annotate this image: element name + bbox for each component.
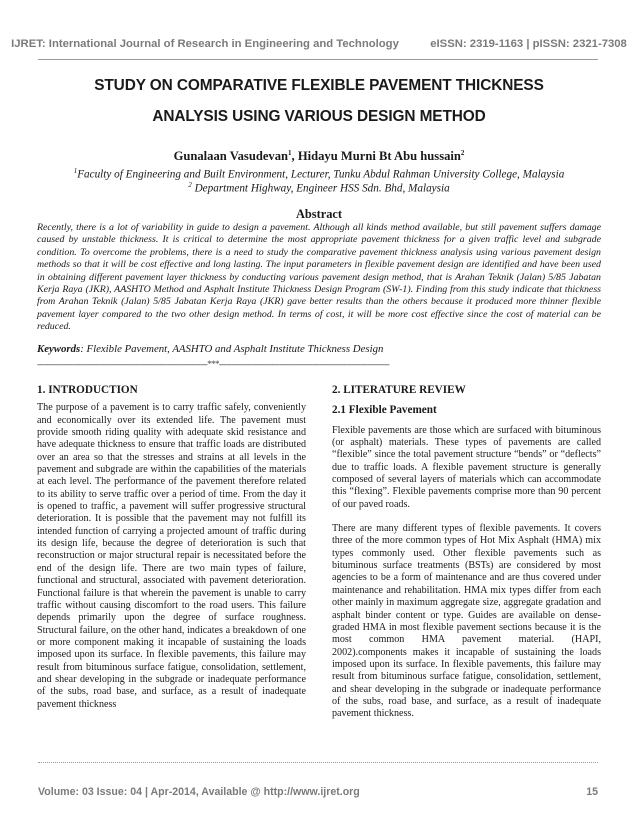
affiliation-1 — [40, 167, 598, 181]
section-separator: -----------------------------------------------------------------------***----------------------------------------------------------------------- — [37, 359, 390, 369]
abstract-body: Recently, there is a lot of variability in guide to design a pavement. Although all kinds method available, but still pavement suffers damage caused by unstable thickness. It is critical to determine the most appropriate pavement thickness for a given traffic level and subgrade condition. To overcome the problems, there is a need to study the comparative pavement thickness analysis using various pavement design methods so that it will be cost effective and long lasting. The input parameters in flexible pavement design are identified and have been used in obtaining different pavement layer thickness by conducting various pavement design method, that is Arahan Teknik (Jalan) 5/85 Jabatan Kerja Raya (JKR), AASHTO Method and Asphalt Institute Thickness Design Program (SW-1). Finding from this study indicate that thickness from Arahan Teknik (Jalan) 5/85 Jabatan Kerja Raya (JKR) gave better results than the others because it produced more thinner flexible pavement layer compared to the two other design method. In terms of cost, it will be more cost effective since the cost of material can be reduced. — [37, 222, 601, 333]
abstract-heading: Abstract — [295, 207, 343, 221]
issn: eISSN: 2319-1163 | pISSN: 2321-7308 — [430, 38, 627, 50]
paper-title-line-1: STUDY ON COMPARATIVE FLEXIBLE PAVEMENT THICKNESS — [94, 77, 544, 94]
introduction-heading: 1. INTRODUCTION — [37, 384, 138, 396]
author-2: Hidayu Murni Bt Abu hussain — [297, 149, 461, 164]
literature-review-heading: 2. LITERATURE REVIEW — [332, 384, 466, 396]
header-rule — [38, 59, 598, 60]
page-number: 15 — [586, 786, 598, 798]
author-1-affil-mark: 1 — [288, 149, 292, 157]
introduction-body: The purpose of a pavement is to carry traffic safely, conveniently and economically over its extended life. The pavement must provide smooth riding quality with adequate skid resistance and have adequate thickness to ensure that traffic loads are distributed over an area so that the stresses and strains at all levels in the pavement and subgrade are within the capabilities of the materials at each level. The performance of the pavement therefore related to its ability to serve traffic over a period of time. From the day it is opened to traffic, a pavement will suffer progressive structural deterioration. It is possible that the pavement may not fulfill its intended function of carrying a projected amount of traffic during its design life, because the degree of deterioration is such that reconstruction or major structural repair is necessitated before the end of the design life. There are two main types of failure, functional and structural, associated with pavement deterioration. Functional failure is that wherein the pavement is unable to carry traffic without causing discomfort to the road users. This failure depends primarily upon the degree of surface roughness. Structural failure, on the other hand, indicates a breakdown of one or more component making it incapable of sustaining the loads imposed upon its surface. In flexible pavements, this failure may result from bituminous surface fatigue, consolidation, settlement, and shear developing in the subgrade or inadequate performance of the subs, road base, and surface, as a result of inadequate pavement thickness — [37, 402, 306, 710]
journal-name: IJRET: International Journal of Research in Engineering and Technology — [11, 38, 399, 50]
left-column — [37, 384, 306, 711]
keywords-text: : Flexible Pavement, AASHTO and Asphalt Institute Thickness Design — [80, 343, 384, 355]
flexible-pavement-subheading: 2.1 Flexible Pavement — [332, 404, 437, 417]
literature-paragraph-1: Flexible pavements are those which are surfaced with bituminous (or asphalt) materials. These types of pavements are called “flexible” since the total pavement structure “bends” or “deflects” due to traffic loads. A flexible pavement structure is generally composed of several layers of materials which can accommodate this “flexing”. Flexible pavements comprise more than 90 percent of our paved roads. — [332, 424, 601, 510]
keywords-label: Keywords — [37, 343, 81, 355]
author-line — [40, 149, 598, 164]
footer-text: Volume: 03 Issue: 04 | Apr-2014, Available @ http://www.ijret.org — [38, 786, 360, 798]
paper-title-line-2: ANALYSIS USING VARIOUS DESIGN METHOD — [152, 108, 486, 125]
right-column — [332, 384, 601, 721]
affiliation-1-text: Faculty of Engineering and Built Environment, Lecturer, Tunku Abdul Rahman University College, Malaysia — [77, 168, 565, 181]
affiliation-1-mark: 1 — [73, 167, 78, 175]
running-header — [0, 38, 638, 50]
author-separator: , — [291, 149, 298, 164]
affiliation-2 — [40, 181, 598, 195]
author-2-affil-mark: 2 — [460, 149, 465, 157]
author-1: Gunalaan Vasudevan — [173, 149, 289, 164]
keywords-line — [37, 343, 601, 355]
affiliation-2-mark: 2 — [188, 181, 192, 189]
literature-paragraph-2: There are many different types of flexible pavements. It covers three of the more common types of Hot Mix Asphalt (HMA) mix types commonly used. Other flexible pavements such as bituminous surface treatments (BSTs) are considered by most agencies to be a form of maintenance and are thus covered under maintenance and rehabilitation. HMA mix types differ from each other mainly in maximum aggregate size, aggregate gradation and asphalt binder content or type. Guides are available on dense-graded HMA in most flexible pavement sections because it is the most common HMA pavement material. (HAPI, 2002).components makes it incapable of sustaining the loads imposed upon its surface. In flexible pavements, this failure may result from bituminous surface fatigue, consolidation, settlement, and shear developing in the subgrade or inadequate performance of the subs, road base, and surface, as a result of inadequate pavement thickness. — [332, 523, 601, 720]
affiliation-2-text: Department Highway, Engineer HSS Sdn. Bhd, Malaysia — [191, 182, 450, 195]
footer-rule — [38, 762, 598, 763]
